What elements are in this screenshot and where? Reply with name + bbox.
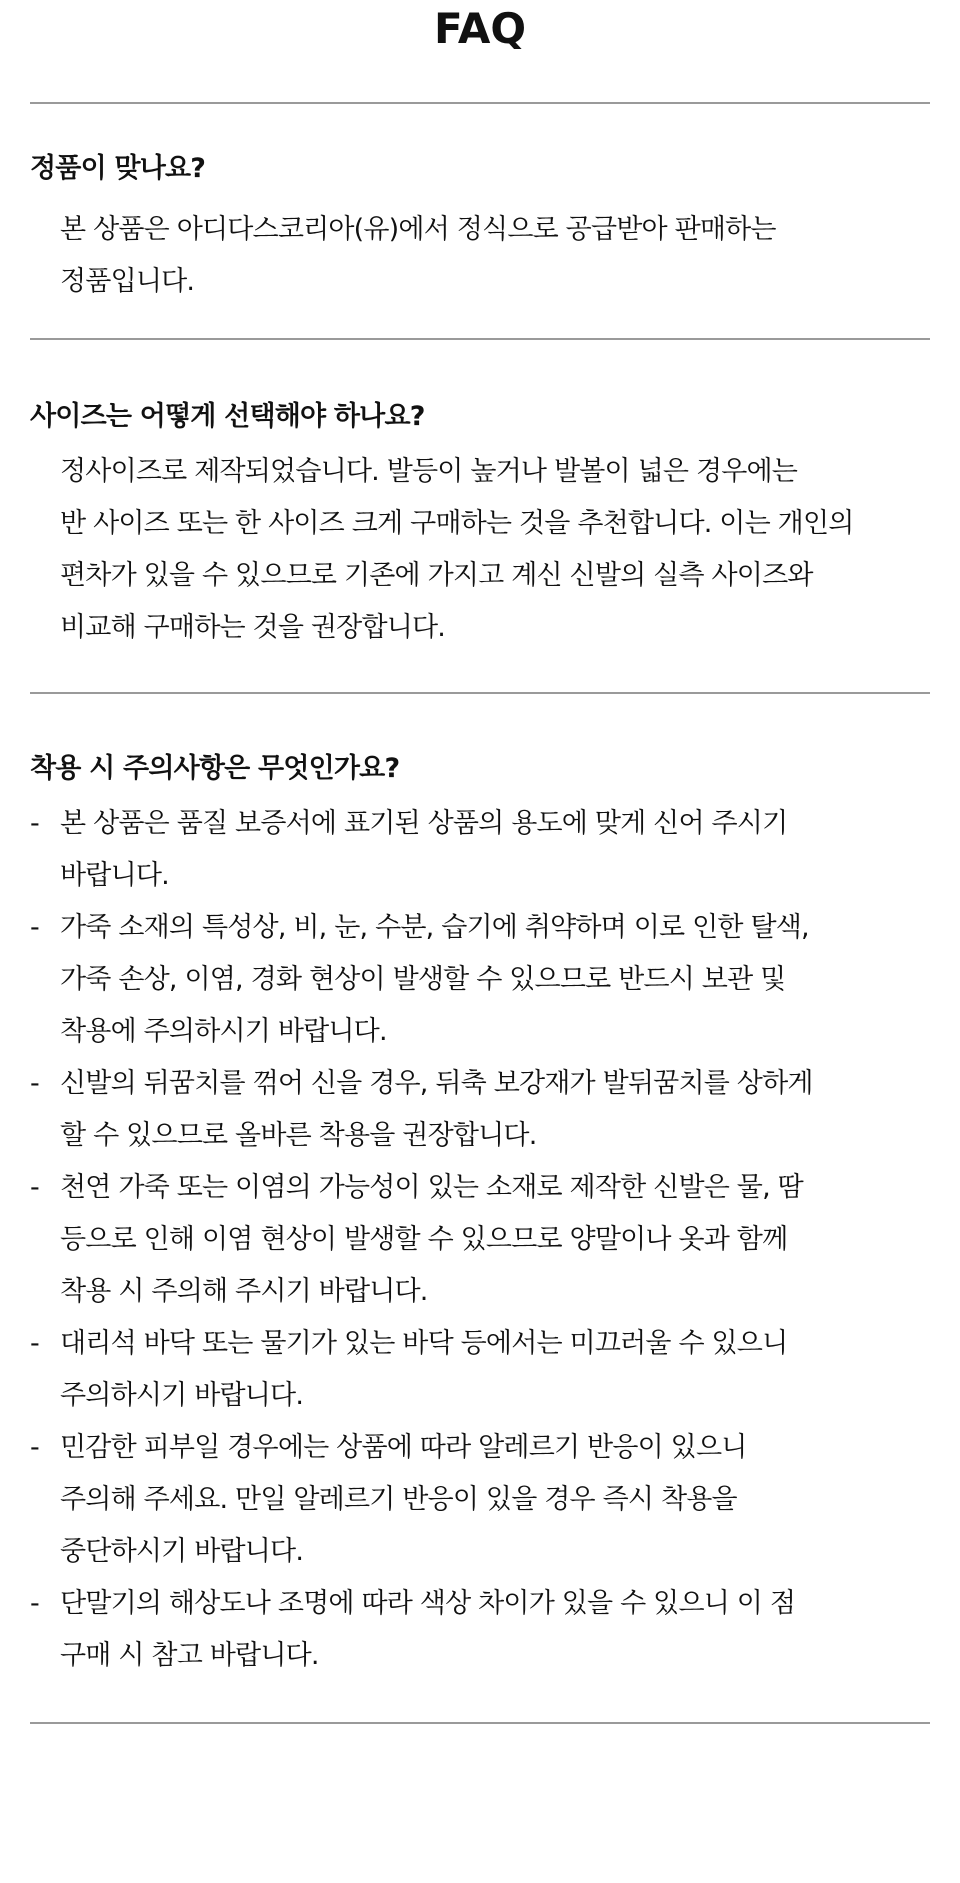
faq-answer (30, 204, 930, 308)
faq-question: 착용 시 주의사항은 무엇인가요? (30, 753, 400, 784)
list-item-line: 본 상품은 품질 보증서에 표기된 상품의 용도에 맞게 신어 주시기 (60, 808, 788, 839)
list-item-line: 주의해 주세요. 만일 알레르기 반응이 있을 경우 즉시 착용을 (60, 1484, 737, 1515)
list-item (30, 1162, 930, 1318)
bullet-marker: - (30, 808, 39, 839)
section-divider (30, 338, 930, 340)
bullet-marker: - (30, 1432, 39, 1463)
list-item-line: 가죽 소재의 특성상, 비, 눈, 수분, 습기에 취약하며 이로 인한 탈색, (60, 912, 809, 943)
faq-item-precautions (30, 752, 930, 1682)
list-item-line: 신발의 뒤꿈치를 꺾어 신을 경우, 뒤축 보강재가 발뒤꿈치를 상하게 (60, 1068, 813, 1099)
list-item-line: 중단하시기 바랍니다. (60, 1536, 304, 1567)
list-item-line: 주의하시기 바랍니다. (60, 1380, 304, 1411)
list-item-line: 민감한 피부일 경우에는 상품에 따라 알레르기 반응이 있으니 (60, 1432, 747, 1463)
bullet-marker: - (30, 1172, 39, 1203)
list-item (30, 1318, 930, 1422)
faq-answer (30, 446, 930, 654)
list-item-line: 구매 시 참고 바랍니다. (60, 1640, 319, 1671)
bullet-marker: - (30, 1328, 39, 1359)
list-item (30, 902, 930, 1058)
bullet-marker: - (30, 1068, 39, 1099)
list-item (30, 1058, 930, 1162)
list-item-line: 천연 가죽 또는 이염의 가능성이 있는 소재로 제작한 신발은 물, 땀 (60, 1172, 803, 1203)
faq-item-size (30, 400, 930, 654)
list-item-line: 가죽 손상, 이염, 경화 현상이 발생할 수 있으므로 반드시 보관 및 (60, 964, 786, 995)
list-item (30, 1578, 930, 1682)
faq-question: 사이즈는 어떻게 선택해야 하나요? (30, 401, 425, 432)
answer-line: 비교해 구매하는 것을 권장합니다. (60, 612, 446, 643)
section-divider (30, 692, 930, 694)
faq-item-authenticity (30, 152, 930, 308)
list-item (30, 798, 930, 902)
faq-question: 정품이 맞나요? (30, 153, 206, 184)
answer-line: 본 상품은 아디다스코리아(유)에서 정식으로 공급받아 판매하는 (60, 214, 776, 245)
list-item-line: 착용에 주의하시기 바랍니다. (60, 1016, 387, 1047)
list-item-line: 등으로 인해 이염 현상이 발생할 수 있으므로 양말이나 옷과 함께 (60, 1224, 788, 1255)
list-item-line: 단말기의 해상도나 조명에 따라 색상 차이가 있을 수 있으니 이 점 (60, 1588, 796, 1619)
page-title: FAQ (433, 4, 527, 53)
answer-line: 편차가 있을 수 있으므로 기존에 가지고 계신 신발의 실측 사이즈와 (60, 560, 813, 591)
list-item-line: 착용 시 주의해 주시기 바랍니다. (60, 1276, 428, 1307)
section-divider (30, 1722, 930, 1724)
list-item-line: 할 수 있으므로 올바른 착용을 권장합니다. (60, 1120, 537, 1151)
bullet-marker: - (30, 1588, 39, 1619)
answer-line: 정품입니다. (60, 266, 195, 297)
answer-line: 반 사이즈 또는 한 사이즈 크게 구매하는 것을 추천합니다. 이는 개인의 (60, 508, 854, 539)
section-divider (30, 102, 930, 104)
precaution-list (30, 798, 930, 1682)
list-item-line: 대리석 바닥 또는 물기가 있는 바닥 등에서는 미끄러울 수 있으니 (60, 1328, 788, 1359)
list-item (30, 1422, 930, 1578)
bullet-marker: - (30, 912, 39, 943)
answer-line: 정사이즈로 제작되었습니다. 발등이 높거나 발볼이 넓은 경우에는 (60, 456, 798, 487)
list-item-line: 바랍니다. (60, 860, 169, 891)
